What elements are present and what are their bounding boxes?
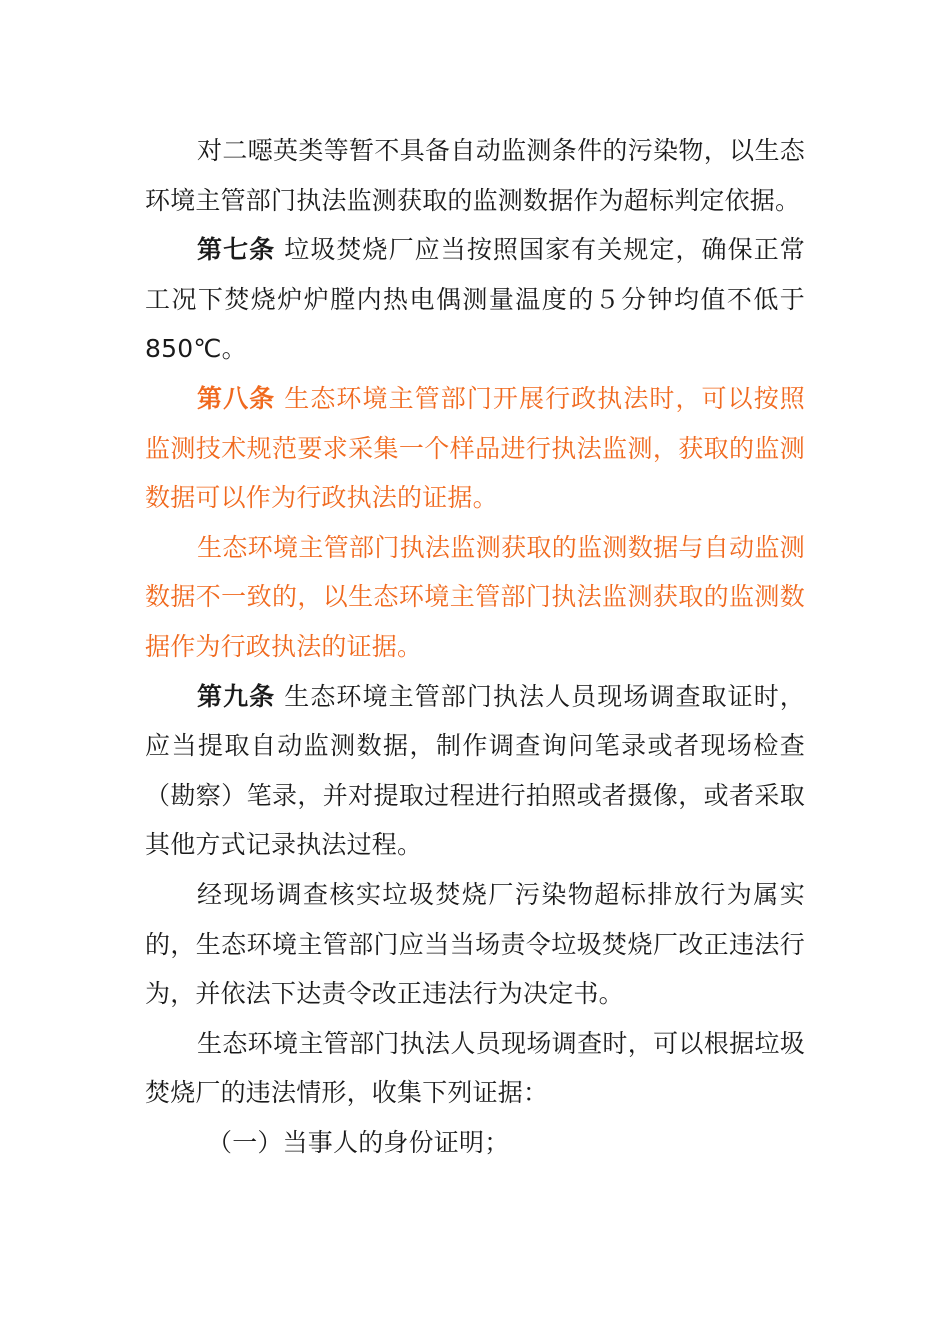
article-8-label: 第八条 xyxy=(197,383,276,413)
paragraph-article-7 xyxy=(145,225,805,374)
list-item-identity-proof: （一）当事人的身份证明； xyxy=(207,1127,510,1157)
document-body xyxy=(145,126,805,1167)
paragraph-evidence-intro: 生态环境主管部门执法人员现场调查时，可以根据垃圾焚烧厂的违法情形，收集下列证据： xyxy=(145,1028,805,1108)
article-8-text: 生态环境主管部门开展行政执法时，可以按照监测技术规范要求采集一个样品进行执法监测，获取的监测数据可以作为行政执法的证据。 xyxy=(145,383,805,513)
article-7-label: 第七条 xyxy=(197,235,276,265)
article-7-text: 垃圾焚烧厂应当按照国家有关规定，确保正常工况下焚烧炉炉膛内热电偶测量温度的５分钟均值不低于850℃。 xyxy=(145,235,805,364)
paragraph-article-8-data-conflict: 生态环境主管部门执法监测获取的监测数据与自动监测数据不一致的，以生态环境主管部门执法监测获取的监测数据作为行政执法的证据。 xyxy=(145,532,805,661)
paragraph-dioxin-rule: 对二噁英类等暂不具备自动监测条件的污染物，以生态环境主管部门执法监测获取的监测数据作为超标判定依据。 xyxy=(145,136,805,215)
article-9-label: 第九条 xyxy=(197,681,276,711)
article-9-text: 生态环境主管部门执法人员现场调查取证时，应当提取自动监测数据，制作调查询问笔录或者现场检查（勘察）笔录，并对提取过程进行拍照或者摄像，或者采取其他方式记录执法过程。 xyxy=(145,681,805,860)
paragraph-article-8 xyxy=(145,374,805,523)
paragraph-article-9 xyxy=(145,672,805,870)
paragraph-order-correction: 经现场调查核实垃圾焚烧厂污染物超标排放行为属实的，生态环境主管部门应当当场责令垃圾焚烧厂改正违法行为，并依法下达责令改正违法行为决定书。 xyxy=(145,879,805,1009)
